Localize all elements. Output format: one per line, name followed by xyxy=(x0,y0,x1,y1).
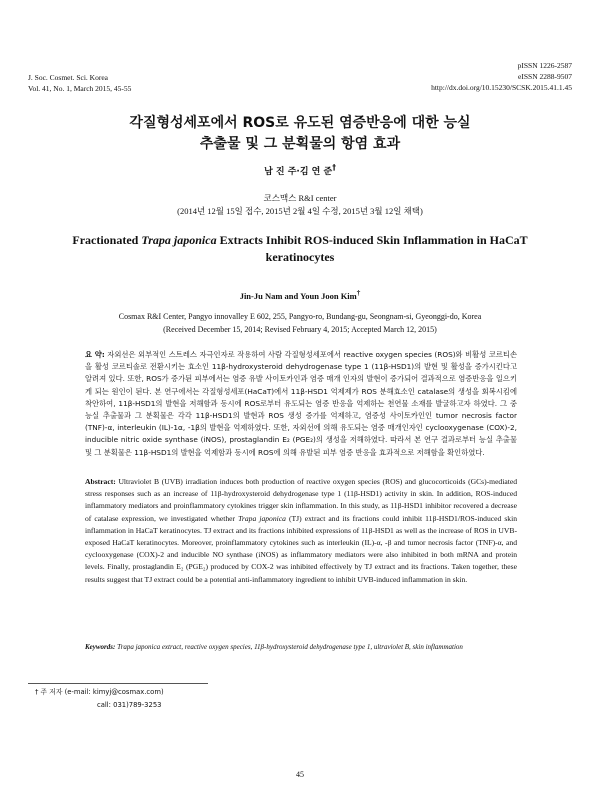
keywords-label: Keywords: xyxy=(85,643,116,651)
keywords xyxy=(85,642,517,652)
korean-title-line-2: 추출물 및 그 분획물의 항염 효과 xyxy=(199,136,401,152)
korean-abstract-label: 요 약: xyxy=(85,350,105,359)
journal-name: J. Soc. Cosmet. Sci. Korea xyxy=(28,73,108,82)
english-title-italic: Trapa japonica xyxy=(141,233,217,247)
korean-title-line-1: 각질형성세포에서 ROS로 유도된 염증반응에 대한 능실 xyxy=(129,115,471,131)
korean-author-mark: † xyxy=(332,163,336,172)
english-authors xyxy=(0,289,600,301)
footnote-phone: call: 031)789-3253 xyxy=(97,700,162,709)
english-author-mark: † xyxy=(356,289,361,297)
english-dates: (Received December 15, 2014; Revised February 4, 2015; Accepted March 12, 2015) xyxy=(163,325,437,334)
english-abstract-label: Abstract: xyxy=(85,477,116,486)
korean-abstract xyxy=(85,349,517,459)
korean-abstract-text: 자외선은 외부적인 스트레스 자극인자로 작용하여 사람 각질형성세포에서 reactive oxygen species (ROS)와 비활성 코르티손을 활성 코르티솔로 전환시키는 효소인 11β-hydroxysteroid dehydrogenase type 1 (11β-HSD1)의 발현 및 활성을 증가시킨다고 알려져 있다. 또한, ROS가 증가된 피부에서는 염증 유발 사이토카인과 염증 매개 인자의 발현이 증가되어 결과적으로 염증반응을 일으키게 되는 원인이 된다. 본 연구에서는 각질형성세포(HaCaT)에서 11β-HSD1 억제제가 ROS 분해효소인 catalase의 생성을 회복시킴에 착안하여, 11β-HSD1의 발현을 저해함과 동시에 ROS로부터 유도되는 염증 반응을 억제하는 천연물 소재를 발굴하고자 하였다. 그 중 능실 추출물과 그 분획물은 각각 11β-HSD1의 발현과 ROS 생성 증가를 억제하고, 염증성 사이토카인인 tumor necrosis factor (TNF)-α, interleukin (IL)-1α, -1β의 발현을 억제하였다. 또한, 자외선에 의해 유도되는 염증 매개인자인 cyclooxygenase (COX)-2, inducible nitric oxide synthase (iNOS), prostaglandin E₂ (PGE₂)의 생성을 저해하였다. 따라서 본 연구 결과로부터 능실 추출물 및 그 분획물은 11β-HSD1의 발현을 억제함과 동시에 ROS에 의해 유발된 피부 염증 반응을 효과적으로 저해함을 확인하였다. xyxy=(85,350,517,457)
eissn: eISSN 2288-9507 xyxy=(518,72,572,81)
korean-title xyxy=(0,113,600,155)
footnote-email: † 주 저자 (e-mail: kimyj@cosmax.com) xyxy=(35,688,164,696)
footnote xyxy=(35,686,164,711)
english-author-names: Jin-Ju Nam and Youn Joon Kim xyxy=(239,290,357,301)
page-number: 45 xyxy=(296,770,304,779)
english-title-post: Extracts Inhibit ROS-induced Skin Inflammation in HaCaT keratinocytes xyxy=(216,233,528,264)
english-abstract-part-2: (TJ) extract and its fractions could inhibit 11β-HSD1/ROS-induced skin inflammation in HaCaT keratinocytes. TJ extract and its fractions inhibited expressions of 11β-HSD1 as well as the increase of ROS in UVB-exposed HaCaT keratinocytes. Moreover, proinflammatory cytokines such as interleukin (IL)-α, -β and tumor necrosis factor (TNF)-α, and cyclooxygenase (COX)-2 and inducible NO synthase (iNOS) as inflammatory mediators were also inhibited in both mRNA and protein levels. Finally, prostaglandin E₂ (PGE₂) produced by COX-2 was inhibited effectively by TJ extract and its fractions. Taken together, these results suggest that TJ extract could be a potential anti-inflammatory ingredient to inhibit UVB-induced inflammation in skin. xyxy=(85,513,518,584)
pissn: pISSN 1226-2587 xyxy=(517,61,572,70)
journal-volume: Vol. 41, No. 1, March 2015, 45-55 xyxy=(28,84,132,93)
korean-dates: (2014년 12월 15일 접수, 2015년 2월 4일 수정, 2015년 3월 12일 채택) xyxy=(177,206,423,216)
korean-affiliation: 코스맥스 R&I center xyxy=(263,193,337,203)
korean-authors xyxy=(0,163,600,177)
english-abstract-italic: Trapa japonica xyxy=(238,513,286,523)
korean-author-names: 남 진 주·김 연 준 xyxy=(264,167,333,177)
footnote-divider xyxy=(28,683,208,684)
journal-header-right xyxy=(431,60,572,93)
english-abstract-part-1: Ultraviolet B (UVB) irradiation induces both production of reactive oxygen species (ROS) and glucocorticoids (GCs)-mediated stress responses such as an increase of 11β-hydroxysteroid dehydrogenase type 1 (11β-HSD1) activity in skin. In addition, ROS-induced inflammatory mediators and proinflammatory cytokines trigger skin inflammation. In this study, as 11β-HSD1 inhibitor recovered a decrease of catalase expression, we investigated whether xyxy=(85,477,517,523)
keywords-text: Trapa japonica extract, reactive oxygen species, 11β-hydroxysteroid dehydrogenase type 1, ultraviolet B, skin inflammation xyxy=(117,643,463,651)
english-title xyxy=(50,232,550,266)
english-affiliation-block xyxy=(0,310,600,336)
english-title-pre: Fractionated xyxy=(72,233,142,247)
english-affiliation: Cosmax R&I Center, Pangyo innovalley E 602, 255, Pangyo-ro, Bundang-gu, Seongnam-si, Gyeonggi-do, Korea xyxy=(118,312,482,321)
english-abstract xyxy=(85,476,517,586)
doi-link[interactable]: http://dx.doi.org/10.15230/SCSK.2015.41.1.45 xyxy=(431,83,572,92)
journal-header-left xyxy=(28,72,131,94)
